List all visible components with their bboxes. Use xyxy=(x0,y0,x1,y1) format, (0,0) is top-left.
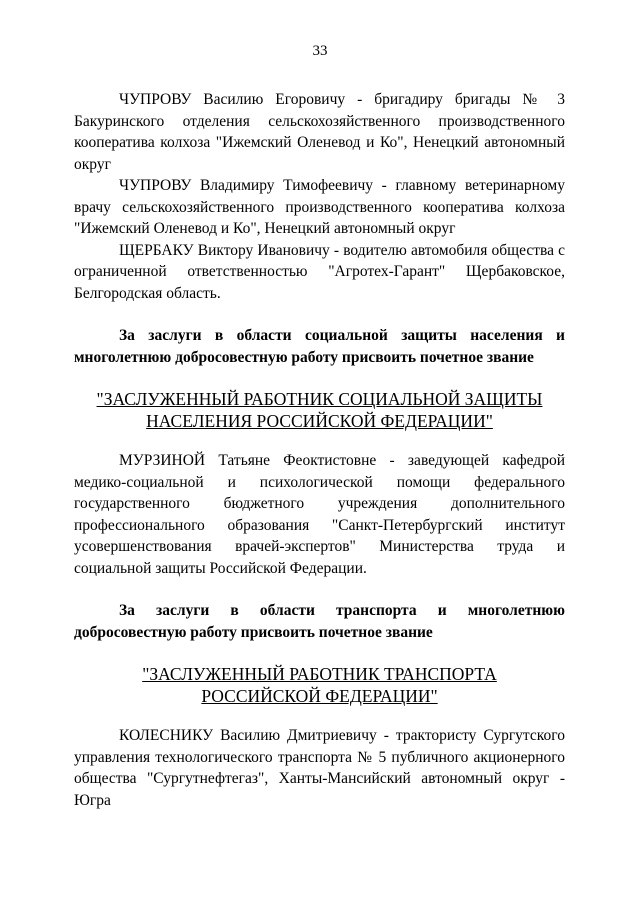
section-spacer xyxy=(74,707,565,725)
transport-section-intro: За заслуги в области транспорта и многолетнюю добросовестную работу присвоить почетное звание xyxy=(74,602,565,641)
document-body xyxy=(74,89,565,811)
page-number: 33 xyxy=(312,43,328,59)
award-paragraph-shcherbak: ЩЕРБАКУ Виктору Ивановичу - водителю автомобиля общества с ограниченной ответственностью "Агротех-Гарант" Щербаковское, Белгородская область. xyxy=(74,241,565,302)
award-paragraph-kolesnik: КОЛЕСНИКУ Василию Дмитриевичу - трактористу Сургутского управления технологического транспорта № 5 публичного акционерного общества "Сургутнефтегаз", Ханты-Мансийский автономный округ - Югра xyxy=(74,727,565,809)
social-award-title xyxy=(74,389,565,432)
transport-award-title xyxy=(74,664,565,707)
award-paragraph-chuprov-vasily: ЧУПРОВУ Василию Егоровичу - бригадиру бригады № 3 Бакуринского отделения сельскохозяйственного производственного кооператива колхоза "Ижемский Оленевод и Ко", Ненецкий автономный округ xyxy=(74,91,565,173)
section-spacer xyxy=(74,432,565,450)
social-award-title-line-2: НАСЕЛЕНИЯ РОССИЙСКОЙ ФЕДЕРАЦИИ" xyxy=(146,410,493,431)
award-paragraph-chuprov-vladimir: ЧУПРОВУ Владимиру Тимофеевичу - главному ветеринарному врачу сельскохозяйственного производственного кооператива колхоза "Ижемский Оленевод и Ко", Ненецкий автономный округ xyxy=(74,177,565,237)
transport-award-title-line-1: "ЗАСЛУЖЕННЫЙ РАБОТНИК ТРАНСПОРТА xyxy=(142,664,497,684)
section-spacer xyxy=(74,643,565,664)
section-spacer xyxy=(74,368,565,389)
section-spacer xyxy=(74,579,565,600)
award-paragraph-murzina: МУРЗИНОЙ Татьяне Феоктистовне - заведующей кафедрой медико-социальной и психологической помощи федерального государственного бюджетного учреждения дополнительного профессионального образования "Санкт-Петербургский институт усовершенствования врачей-экспертов" Министерства труда и социальной защиты Российской Федерации. xyxy=(74,452,565,577)
section-spacer xyxy=(74,304,565,325)
social-award-title-line-1: "ЗАСЛУЖЕННЫЙ РАБОТНИК СОЦИАЛЬНОЙ ЗАЩИТЫ xyxy=(96,389,543,409)
transport-award-title-line-2: РОССИЙСКОЙ ФЕДЕРАЦИИ" xyxy=(201,685,438,706)
social-section-intro: За заслуги в области социальной защиты населения и многолетнюю добросовестную работу присвоить почетное звание xyxy=(74,327,565,366)
